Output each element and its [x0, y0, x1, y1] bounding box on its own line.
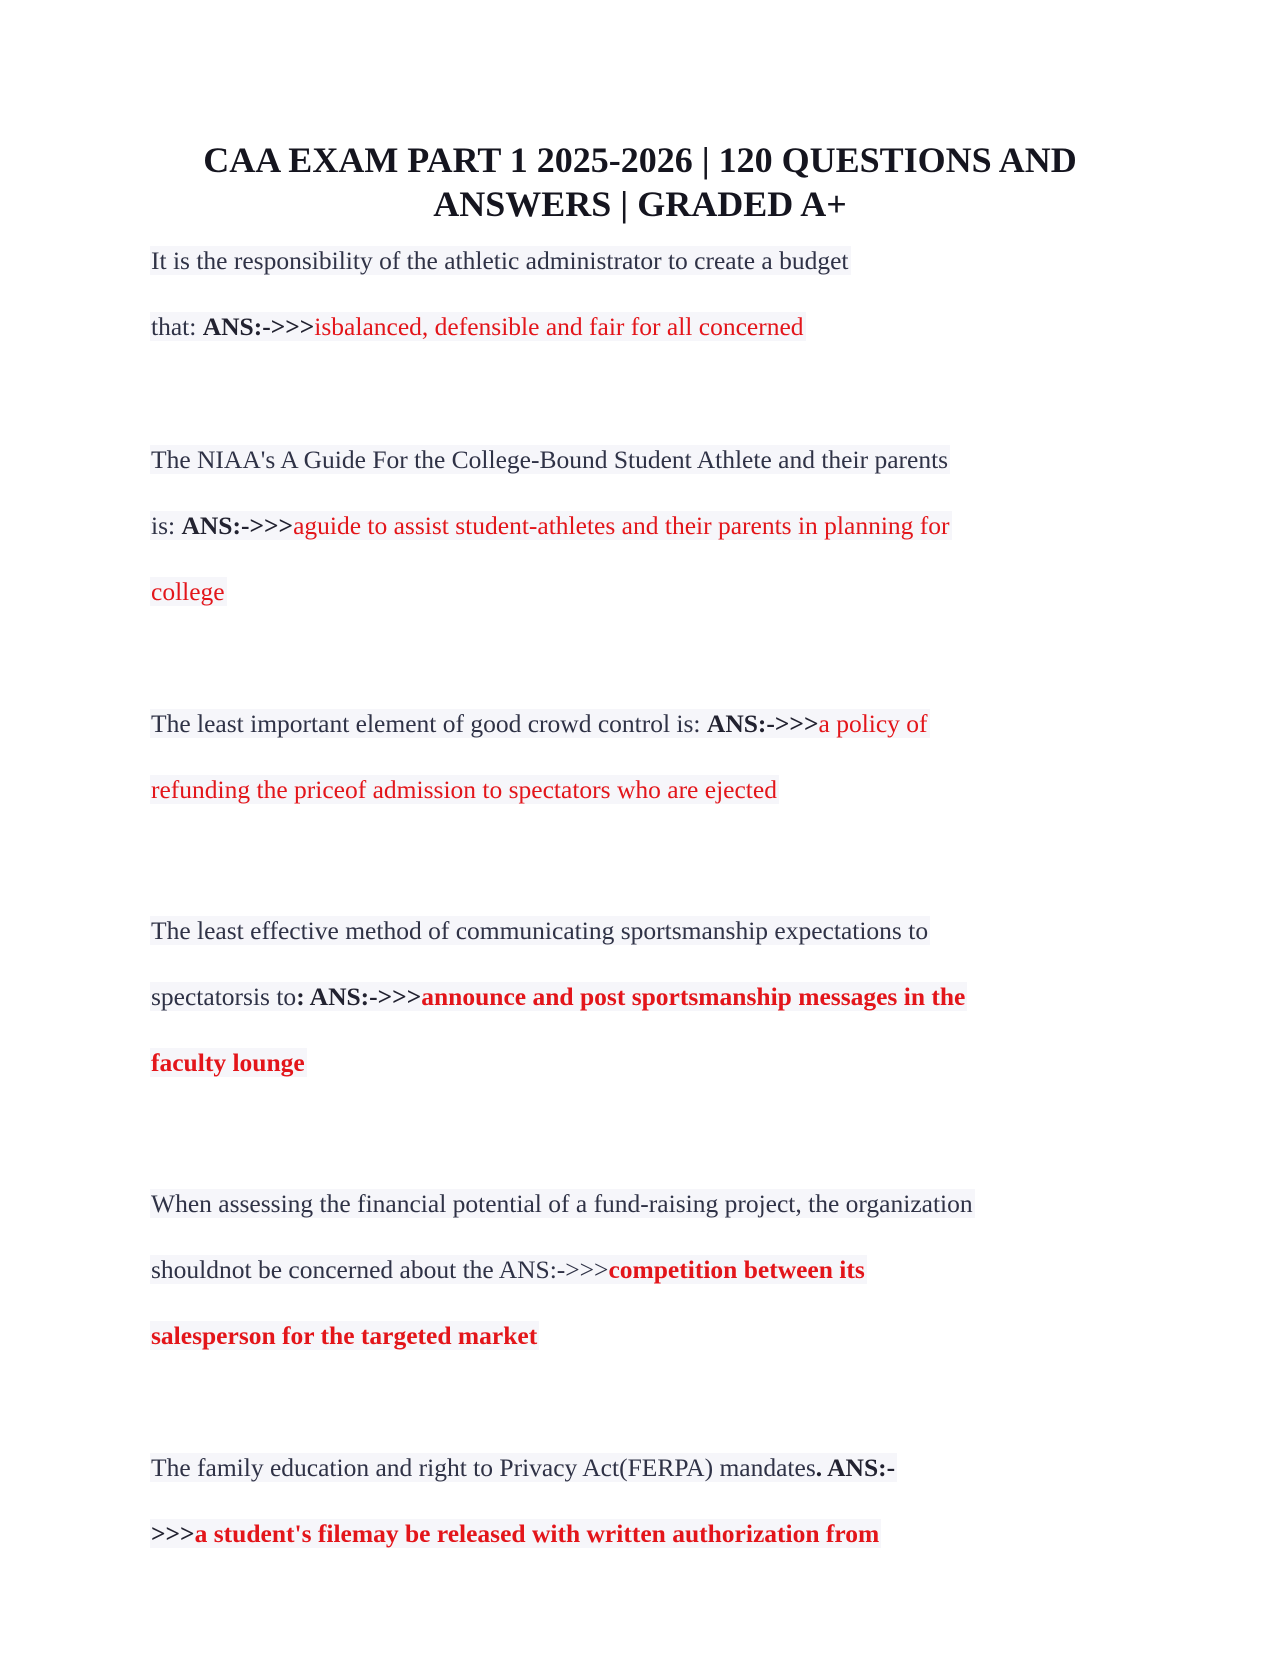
question-text: The least effective method of communicating sportsmanship expectations to: [151, 916, 929, 945]
question-text: The least important element of good crowd control is:: [151, 709, 707, 738]
question-text: shouldnot be concerned about the ANS:->>>: [151, 1255, 609, 1284]
answer-text: college: [151, 577, 225, 606]
title-line-2: ANSWERS | GRADED A+: [433, 184, 847, 224]
question-block-4: [150, 914, 1130, 1112]
answer-marker: ANS:->>>: [706, 709, 819, 738]
answer-marker: ANS:->>>: [202, 312, 315, 341]
answer-marker: ANS:->>>: [181, 511, 294, 540]
question-text: that:: [151, 312, 203, 341]
question-text: The family education and right to Privacy Act(FERPA) mandates: [151, 1453, 816, 1482]
answer-text: refunding the priceof admission to spectators who are ejected: [151, 775, 777, 804]
question-text: It is the responsibility of the athletic administrator to create a budget: [151, 246, 849, 275]
question-text: is:: [151, 511, 182, 540]
answer-text: isbalanced, defensible and fair for all concerned: [314, 312, 804, 341]
document-title: [150, 138, 1130, 226]
answer-marker: . ANS:-: [815, 1453, 896, 1482]
question-block-5: [150, 1187, 1130, 1385]
answer-text: salesperson for the targeted market: [151, 1321, 538, 1350]
question-block-1: [150, 244, 1130, 376]
answer-text: announce and post sportsmanship messages in the: [421, 982, 966, 1011]
question-text: The NIAA's A Guide For the College-Bound Student Athlete and their parents: [151, 445, 949, 474]
answer-text: faculty lounge: [151, 1048, 305, 1077]
question-block-2: [150, 443, 1130, 641]
answer-text: aguide to assist student-athletes and their parents in planning for: [293, 511, 950, 540]
question-block-6: [150, 1451, 1130, 1583]
title-line-1: CAA EXAM PART 1 2025-2026 | 120 QUESTIONS AND: [203, 140, 1077, 180]
answer-text: a policy of: [818, 709, 928, 738]
question-text: spectatorsis to: [151, 982, 297, 1011]
answer-marker: >>>: [151, 1519, 195, 1548]
question-text: When assessing the financial potential of a fund-raising project, the organization: [151, 1189, 973, 1218]
answer-text: a student's filemay be released with written authorization from: [194, 1519, 880, 1548]
question-block-3: [150, 707, 1130, 839]
answer-text: competition between its: [608, 1255, 865, 1284]
answer-marker: : ANS:->>>: [296, 982, 422, 1011]
